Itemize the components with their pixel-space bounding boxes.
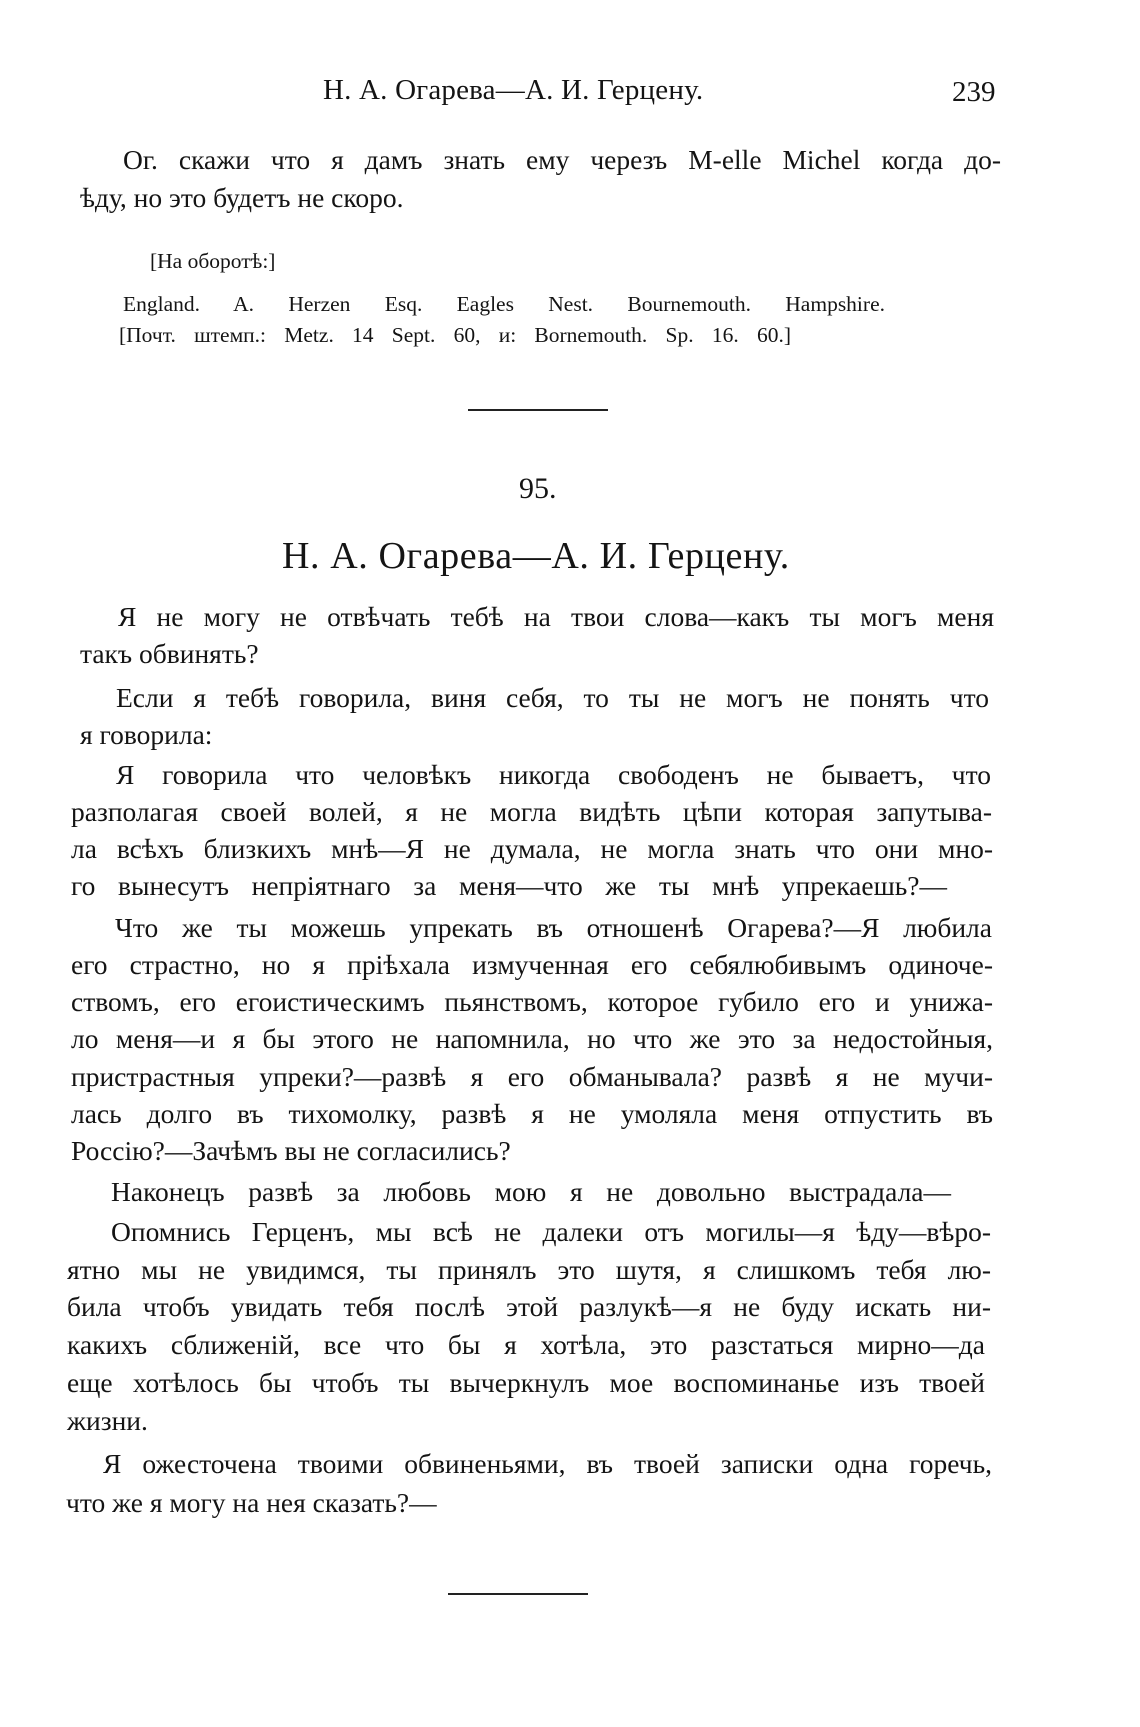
- text-line: такъ обвинять?: [80, 638, 259, 669]
- text-line: какихъ сближеній, все что бы я хотѣла, это разстаться мирно—да: [67, 1329, 985, 1360]
- text-line: Я ожесточена твоими обвиненьями, въ твоей записки одна горечь,: [103, 1448, 992, 1479]
- letter-title: Н. А. Огарева—А. И. Герцену.: [282, 535, 790, 577]
- postmark-line: [Почт. штемп.: Metz. 14 Sept. 60, и: Bornemouth. Sp. 16. 60.]: [119, 323, 791, 347]
- text-line: Если я тебѣ говорила, виня себя, то ты не могъ не понять что: [116, 682, 989, 713]
- section-rule: [448, 1593, 588, 1595]
- text-line: я говорила:: [80, 719, 213, 750]
- text-line: жизни.: [67, 1405, 148, 1436]
- text-line: что же я могу на нея сказать?—: [66, 1487, 437, 1518]
- text-line: Что же ты можешь упрекать въ отношенѣ Огарева?—Я любила: [115, 912, 992, 943]
- section-rule: [468, 409, 608, 411]
- text-line: пристрастныя упреки?—развѣ я его обманывала? развѣ я не мучи-: [71, 1061, 993, 1092]
- text-line: Я не могу не отвѣчать тебѣ на твои слова—какъ ты могъ меня: [118, 601, 994, 632]
- text-line: ятно мы не увидимся, ты принялъ это шутя, я слишкомъ тебя лю-: [67, 1254, 991, 1285]
- text-line: его страстно, но я пріѣхала измученная его себялюбивымъ одиноче-: [71, 949, 993, 980]
- letter-number: 95.: [519, 472, 557, 505]
- text-line: ло меня—и я бы этого не напомнила, но что же это за недостойныя,: [71, 1023, 993, 1054]
- text-line: разполагая своей волей, я не могла видѣть цѣпи которая запутыва-: [71, 796, 992, 827]
- text-line: го вынесутъ непріятнаго за меня—что же ты мнѣ упрекаешь?—: [71, 870, 947, 901]
- text-line: ла всѣхъ близкихъ мнѣ—Я не думала, не могла знать что они мно-: [71, 833, 993, 864]
- text-line: ѣду, но это будетъ не скоро.: [80, 182, 404, 213]
- text-line: еще хотѣлось бы чтобъ ты вычеркнулъ мое воспоминанье изъ твоей: [67, 1367, 985, 1398]
- running-head: Н. А. Огарева—А. И. Герцену.: [323, 74, 704, 106]
- text-line: Россію?—Зачѣмъ вы не согласились?: [71, 1135, 511, 1166]
- text-line: лась долго въ тихомолку, развѣ я не умоляла меня отпустить въ: [71, 1098, 993, 1129]
- text-line: била чтобъ увидать тебя послѣ этой разлукѣ—я не буду искать ни-: [67, 1291, 991, 1322]
- verso-note: [На оборотѣ:]: [150, 249, 276, 273]
- text-line: Ог. скажи что я дамъ знать ему черезъ M-elle Michel когда до-: [123, 144, 1001, 175]
- address-line: England. A. Herzen Esq. Eagles Nest. Bournemouth. Hampshire.: [123, 292, 885, 316]
- text-line: Наконецъ развѣ за любовь мою я не довольно выстрадала—: [111, 1176, 951, 1207]
- text-line: Опомнись Герценъ, мы всѣ не далеки отъ могилы—я ѣду—вѣро-: [111, 1216, 991, 1247]
- text-line: Я говорила что человѣкъ никогда свободенъ не бываетъ, что: [116, 759, 991, 790]
- page-number: 239: [952, 76, 996, 108]
- text-line: ствомъ, его егоистическимъ пьянствомъ, которое губило его и унижа-: [71, 986, 993, 1017]
